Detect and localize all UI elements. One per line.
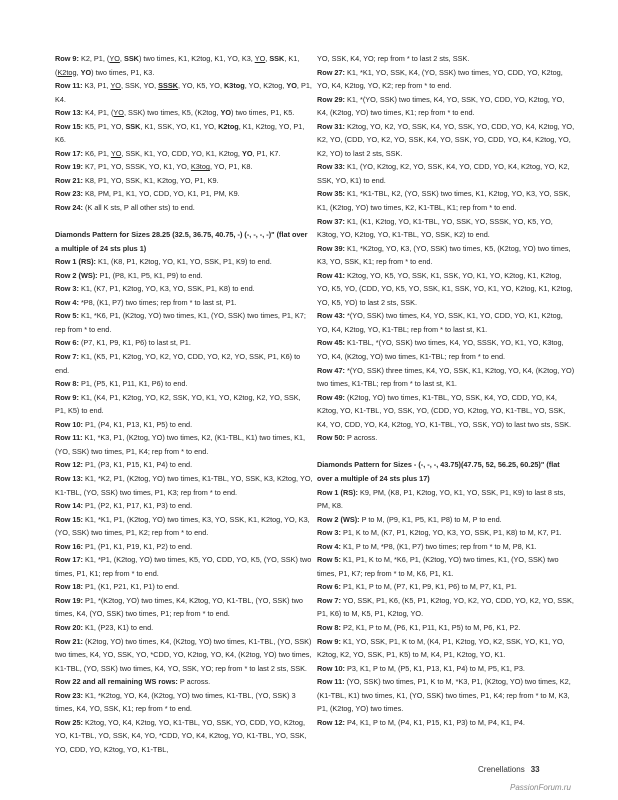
text-run: K1, (P23, K1) to end. (82, 622, 154, 632)
pattern-row (317, 52, 575, 66)
text-run: Row 2 (WS): (55, 270, 98, 280)
text-run: Row 27: (317, 67, 345, 77)
text-run: (K2tog, YO) two times, K4, (K2tog, YO) two times, K1-TBL, (YO, SSK) two times, K4, YO, SSK, YO, *CDD, YO, K2tog, YO, K4, (K2tog, YO) two times, K1-TBL, (YO, SSK) two times, K4, YO, SSK, YO; rep from * to last 2 sts, SSK. (55, 636, 312, 673)
text-run: K3tog (224, 81, 245, 91)
text-run: Row 5: (317, 555, 341, 565)
text-run: , K1, SSK, YO, K1, YO, (140, 121, 219, 131)
section-heading (317, 458, 575, 485)
text-run: K1, *K1, YO, SSK, K4, (YO, SSK) two times, YO, CDD, YO, K2tog, YO, K4, K2tog, YO, K2; rep from * to end. (317, 67, 563, 91)
pattern-row (55, 675, 313, 689)
text-run: K7, P1, YO, SSSK, YO, K1, YO, (82, 162, 191, 172)
text-run: Row 4: (317, 541, 341, 551)
pattern-row (55, 391, 313, 418)
text-run: Row 2 (WS): (317, 514, 360, 524)
text-run: P1, K1, P to M, (P7, K1, P9, K1, P6) to M, P7, K1, P1. (340, 582, 517, 592)
text-run: Row 15: (55, 121, 83, 131)
text-run: , K1, ( (55, 54, 300, 77)
text-run: YO (241, 148, 253, 158)
text-run: Row 19: (55, 595, 83, 605)
text-run: Row 6: (55, 338, 79, 348)
text-run: P2, K1, P to M, (P6, K1, P11, K1, P5) to M, P6, K1, P2. (340, 622, 521, 632)
text-run: K1, (K5, P1, K2tog, YO, K2, YO, CDD, YO, K2, YO, SSK, P1, K6) to end. (55, 352, 301, 375)
text-run: Row 11: (55, 433, 83, 443)
text-run: Row 39: (317, 243, 345, 253)
text-run: P across. (177, 677, 211, 687)
text-run: Row 9: (55, 392, 79, 402)
text-run: K2tog, YO, K4, K2tog, YO, K1-TBL, YO, SSK, YO, CDD, YO, K2tog, YO, K1-TBL, YO, SSK, K4, YO, *CDD, YO, K4, K2tog, YO, K1-TBL, YO, SSK, YO, CDD, YO, K2tog, YO, K1-TBL, (55, 717, 307, 754)
text-run: Row 37: (317, 216, 345, 226)
text-run: , YO, K5, YO, (178, 81, 225, 91)
text-run: Diamonds Pattern for Sizes - (-, -, -, 43.75)(47.75, 52, 56.25, 60.25)" (flat over a multiple of 24 sts plus 17) (317, 460, 560, 483)
text-run: *(YO, SSK) two times, K4, YO, SSK, K1, YO, CDD, YO, K1, K2tog, YO, K4, K2tog, YO, K1-TBL; rep from * to last st, K1. (317, 311, 563, 334)
text-run: YO, SSK, K4, YO; rep from * to last 2 sts, SSK. (317, 54, 470, 63)
text-run: K1, YO, SSK, P1, K to M, (K4, P1, K2tog, YO, K2, SSK, YO, K1, YO, K2tog, K2, YO, SSK, P1, K5) to M, K4, P1, K2tog, YO, K1. (317, 636, 565, 660)
text-run: K2tog (218, 121, 239, 131)
pattern-row (55, 418, 313, 432)
text-run: Row 24: (55, 203, 83, 213)
text-run: Row 8: (317, 622, 341, 632)
text-run: Row 5: (55, 311, 79, 321)
text-run: ) two times, P1, K3. (91, 67, 155, 77)
pattern-row (55, 120, 313, 147)
pattern-row (55, 106, 313, 120)
pattern-row (55, 458, 313, 472)
text-run: K4, P1, ( (82, 108, 114, 118)
text-run: P1, *(K2tog, YO) two times, K4, K2tog, YO, K1-TBL, (YO, SSK) two times, K4, (YO, SSK) two times, P1; rep from * to end. (55, 595, 303, 619)
pattern-row (317, 553, 575, 580)
pattern-row (55, 472, 313, 499)
text-run: Row 11: (317, 677, 345, 687)
text-run: Row 3: (317, 528, 341, 538)
pattern-row (55, 716, 313, 757)
text-run: Row 9: (317, 636, 341, 646)
pattern-row (55, 689, 313, 716)
pattern-row (317, 580, 575, 594)
text-run: Row 45: (317, 338, 345, 348)
text-run: P4, K1, P to M, (P4, K1, P15, K1, P3) to M, P4, K1, P4. (344, 717, 525, 727)
pattern-row (55, 580, 313, 594)
page-number: 33 (530, 765, 540, 774)
text-run: Row 47: (317, 365, 345, 375)
text-run: P3, K1, P to M, (P5, K1, P13, K1, P4) to M, P5, K1, P3. (344, 663, 525, 673)
pattern-row (55, 147, 313, 161)
text-run: Row 1 (RS): (55, 257, 96, 267)
text-run: SSSK (158, 81, 179, 91)
text-run: K3tog (190, 162, 210, 172)
pattern-row (317, 309, 575, 336)
text-run: Row 20: (55, 622, 83, 632)
pattern-row (55, 79, 313, 106)
text-run: K1, (K1, K2tog, YO, K1-TBL, YO, SSK, YO, SSSK, YO, K5, YO, K3tog, YO, K2tog, YO, K1-TBL, YO, SSK, K2) to end. (317, 216, 553, 240)
text-run: YO, SSK, P1, K6, (K5, P1, K2tog, YO, K2, YO, CDD, YO, K2, YO, SSK, P1, K6) to M, K5, P1, K2tog, YO. (317, 595, 574, 619)
text-run: K8, P1, YO, SSK, K1, K2tog, YO, P1, K9. (82, 175, 219, 185)
page-footer (478, 765, 540, 774)
text-run: Row 31: (317, 121, 345, 131)
pattern-row (55, 282, 313, 296)
text-run: P to M, (P9, K1, P5, K1, P8) to M, P to end. (359, 514, 502, 524)
pattern-row (317, 391, 575, 432)
text-run: K1, P to M, *P8, (K1, P7) two times; rep from * to M, P8, K1. (340, 541, 537, 551)
pattern-row (317, 269, 575, 310)
text-run: Diamonds Pattern for Sizes 28.25 (32.5, 36.75, 40.75, -) (-, -, -, -)" (flat over a multiple of 24 sts plus 1) (55, 230, 308, 253)
pattern-row (55, 269, 313, 283)
text-run: Row 11: (55, 81, 83, 91)
text-run: YO (110, 148, 122, 158)
text-run: (P7, K1, P9, K1, P6) to last st, P1. (78, 338, 191, 348)
text-run: K9, PM, (K8, P1, K2tog, YO, K1, YO, SSK, P1, K9) to last 8 sts, PM, K8. (317, 487, 566, 511)
text-run: Row 3: (55, 284, 79, 294)
pattern-row (317, 635, 575, 662)
left-column (55, 52, 313, 756)
text-run: YO (109, 54, 120, 63)
text-run: P1, (P8, K1, P5, K1, P9) to end. (97, 270, 203, 280)
text-run: Row 23: (55, 690, 83, 700)
pattern-row (55, 431, 313, 458)
pattern-row (55, 540, 313, 554)
pattern-row (317, 675, 575, 716)
text-run: Row 8: (55, 379, 79, 389)
text-run: Row 49: (317, 392, 345, 402)
pattern-row (55, 513, 313, 540)
text-run: (K2tog, YO) two times, K1-TBL, YO, SSK, K4, YO, CDD, YO, K4, K2tog, YO, K1-TBL, YO, SSK, YO, (CDD, YO, K2tog, YO, K1-TBL, YO, SSK, K4, YO, CDD, YO, K4, K2tog, YO, K1-TBL, YO, SSK, YO) to last two sts, SSK. (317, 392, 572, 429)
pattern-row (55, 594, 313, 621)
pattern-row (317, 526, 575, 540)
text-run: K1, *K2tog, YO, K3, (YO, SSK) two times, K5, (K2tog, YO) two times, K3, YO, SSK, K1; rep from * to end. (317, 243, 571, 267)
text-run: Row 21: (55, 636, 83, 646)
text-run: Row 9: (55, 54, 79, 63)
text-run: Row 14: (55, 501, 83, 511)
text-run: P across. (344, 433, 378, 443)
text-run: Row 15: (55, 514, 83, 524)
pattern-row (55, 377, 313, 391)
pattern-row (317, 336, 575, 363)
text-run: Row 33: (317, 162, 345, 172)
pattern-row (317, 160, 575, 187)
text-run: YO (254, 54, 266, 63)
text-run: YO (286, 81, 297, 91)
right-column (317, 52, 575, 729)
text-run: Row 12: (317, 717, 345, 727)
text-run: Row 13: (55, 108, 83, 118)
text-run: (YO, SSK) two times, P1, K to M, *K3, P1, (K2tog, YO) two times, K2, (K1-TBL, K1) two times, K1, (YO, SSK) two times, P1, K4; rep from * to M, K3, P1, (K2tog, YO) two times. (317, 677, 571, 714)
text-run: K2, P1, ( (78, 54, 110, 63)
text-run: Row 50: (317, 433, 345, 443)
pattern-row (55, 296, 313, 310)
watermark: PassionForum.ru (510, 783, 571, 792)
text-run: K1, P1, K to M, *K6, P1, (K2tog, YO) two times, K1, (YO, SSK) two times, P1, K7; rep from * to M, K6, P1, K1. (317, 555, 559, 578)
text-run: K1, *K2, P1, (K2tog, YO) two times, K1-TBL, YO, SSK, K3, K2tog, YO, K1-TBL, (YO, SSK) two times, P1, K3; rep from * to end. (55, 473, 313, 497)
pattern-row (55, 553, 313, 580)
text-run: Row 25: (55, 717, 83, 727)
text-run: K5, P1, YO, (82, 121, 126, 131)
pattern-row (317, 93, 575, 120)
text-run: P1, (P4, K1, P13, K1, P5) to end. (82, 419, 193, 429)
text-run: , YO, K2tog, (244, 81, 287, 91)
text-run: , (119, 54, 124, 63)
section-heading (55, 228, 313, 255)
pattern-row (317, 66, 575, 93)
pattern-row (55, 309, 313, 336)
text-run: Row 1 (RS): (317, 487, 358, 497)
text-run: (K all K sts, P all other sts) to end. (82, 203, 195, 213)
text-run: , P1, K4. (55, 81, 312, 104)
text-run: Row 23: (55, 189, 83, 199)
text-run: P1, (P3, K1, P15, K1, P4) to end. (82, 460, 193, 470)
pattern-row (55, 187, 313, 201)
text-run: YO (113, 108, 124, 118)
text-run: Row 18: (55, 582, 83, 592)
pattern-row (55, 499, 313, 513)
text-run: ) two times, K1, K2tog, K1, YO, K3, (138, 54, 255, 63)
text-run: Row 10: (55, 419, 83, 429)
pattern-row (317, 120, 575, 161)
text-run: YO (220, 108, 232, 118)
text-run: , SSK, YO, (120, 81, 159, 91)
pattern-row (55, 336, 313, 350)
text-run: Row 41: (317, 270, 345, 280)
text-run: K1, *K1, P1, (K2tog, YO) two times, K3, YO, SSK, K1, K2tog, YO, K3, (YO, SSK) two times, P1, K2; rep from * to end. (55, 514, 310, 538)
text-run: Row 17: (55, 555, 83, 565)
text-run: Row 29: (317, 94, 345, 104)
text-run: SSK (125, 121, 141, 131)
pattern-row (55, 174, 313, 188)
text-run: Row 6: (317, 582, 341, 592)
text-run: , (265, 54, 270, 63)
text-run: K2tog (57, 67, 77, 77)
pattern-row (317, 621, 575, 635)
pattern-row (317, 431, 575, 445)
pattern-row (317, 242, 575, 269)
text-run: K1, *K2tog, YO, K4, (K2tog, YO) two times, K1-TBL, (YO, SSK) 3 times, K4, YO, SSK, K1; rep from * to end. (55, 690, 296, 714)
text-run: K1-TBL, *(YO, SSK) two times, K4, YO, SSSK, YO, K1, YO, K3tog, YO, K4, (K2tog, YO) two times, K1-TBL; rep from * to end. (317, 338, 564, 362)
pattern-row (317, 187, 575, 214)
pattern-row (317, 513, 575, 527)
text-run: Row 16: (55, 541, 83, 551)
text-run: P1, (K1, P21, K1, P1) to end. (82, 582, 180, 592)
text-run: K1, *P1, (K2tog, YO) two times, K5, YO, CDD, YO, K5, (YO, SSK) two times, P1, K1; rep from * to end. (55, 555, 312, 578)
text-run: K6, P1, (82, 148, 111, 158)
text-run: *P8, (K1, P7) two times; rep from * to last st, P1. (78, 297, 237, 307)
text-run: Row 7: (55, 352, 79, 362)
text-run: YO (80, 67, 92, 77)
text-run: P1, (P1, K1, P19, K1, P2) to end. (82, 541, 193, 551)
pattern-row (317, 662, 575, 676)
pattern-row (55, 201, 313, 215)
text-run: Row 43: (317, 311, 345, 321)
text-run: SSK (123, 54, 139, 63)
text-run: P1, (P2, K1, P17, K1, P3) to end. (82, 501, 193, 511)
text-run: K1, (K4, P1, K2tog, YO, K2, SSK, YO, K1, YO, K2tog, K2, YO, SSK, P1, K5) to end. (55, 392, 301, 416)
text-run: Row 21: (55, 175, 83, 185)
text-run: YO (110, 81, 121, 91)
text-run: K1, (K8, P1, K2tog, YO, K1, YO, SSK, P1, K9) to end. (95, 257, 272, 267)
pattern-row (317, 486, 575, 513)
text-run: P1, K to M, (K7, P1, K2tog, YO, K3, YO, SSK, P1, K8) to M, K7, P1. (340, 528, 562, 538)
text-run: K1, *K3, P1, (K2tog, YO) two times, K2, (K1-TBL, K1) two times, K1, (YO, SSK) two times, P1, K4; rep from * to end. (55, 433, 306, 456)
text-run: K1, (K7, P1, K2tog, YO, K3, YO, SSK, P1, K8) to end. (78, 284, 255, 294)
text-run: Row 4: (55, 297, 79, 307)
pattern-row (317, 716, 575, 730)
text-run: Row 13: (55, 473, 83, 483)
text-run: K2tog, YO, K2, YO, SSK, K4, YO, SSK, YO, CDD, YO, K4, K2tog, YO, K2, YO, (CDD, YO, K2, YO, SSK, K4, YO, SSK, YO, CDD, YO, K4, K2tog, YO, K2, YO) to last 2 sts, SSK. (317, 121, 575, 158)
pattern-row (55, 160, 313, 174)
pattern-row (55, 350, 313, 377)
pattern-row (55, 52, 313, 79)
text-run: Row 17: (55, 148, 83, 158)
text-run: Row 12: (55, 460, 83, 470)
pattern-row (55, 255, 313, 269)
text-run: Row 19: (55, 162, 83, 172)
pattern-row (55, 635, 313, 676)
text-run: *(YO, SSK) three times, K4, YO, SSK, K1, K2tog, YO, K4, (K2tog, YO) two times, K1-TBL; rep from * to last st, K1. (317, 365, 575, 389)
text-run: K1, *K6, P1, (K2tog, YO) two times, K1, (YO, SSK) two times, P1, K7; rep from * to end. (55, 311, 306, 334)
text-run: , YO, P1, K8. (209, 162, 253, 172)
text-run: K8, PM, P1, K1, YO, CDD, YO, K1, P1, PM, K9. (82, 189, 240, 199)
footer-title: Crenellations (478, 765, 525, 774)
text-run: , SSK, K1, YO, CDD, YO, K1, K2tog, (121, 148, 242, 158)
text-run: , K1, K2tog, YO, P1, K6. (55, 121, 305, 145)
text-run: ) two times, P1, K5. (231, 108, 295, 118)
pattern-row (317, 364, 575, 391)
text-run: K1, *K1-TBL, K2, (YO, SSK) two times, K1, K2tog, YO, K3, YO, SSK, K1, (K2tog, YO) two times, K2, K1-TBL, K1; rep from * to end. (317, 189, 571, 213)
text-run: K1, *(YO, SSK) two times, K4, YO, SSK, YO, CDD, YO, K2tog, YO, K4, (K2tog, YO) two times, K1; rep from * to end. (317, 94, 565, 118)
text-run: , (76, 67, 81, 77)
pattern-row (317, 540, 575, 554)
text-run: , SSK) two times, K5, (K2tog, (123, 108, 221, 118)
text-run: K1, (YO, K2tog, K2, YO, SSK, K4, YO, CDD, YO, K4, K2tog, YO, K2, SSK, YO, K1) to end. (317, 162, 570, 185)
text-run: K2tog, YO, K5, YO, SSK, K1, SSK, YO, K1, YO, K2tog, K1, K2tog, YO, K5, YO, (CDD, YO, K5, YO, SSK, K1, SSK, YO, K1, YO, K2tog, K1, K2tog, YO, K5, YO) to last 2 sts, SSK. (317, 270, 573, 307)
text-run: Row 22 and all remaining WS rows: (55, 677, 178, 687)
text-run: , P1, K7. (252, 148, 281, 158)
text-run: P1, (P5, K1, P11, K1, P6) to end. (78, 379, 188, 389)
text-run: Row 10: (317, 663, 345, 673)
text-run: K3, P1, (82, 81, 111, 91)
pattern-row (317, 594, 575, 621)
text-run: SSK (269, 54, 285, 63)
pattern-row (317, 215, 575, 242)
pattern-row (55, 621, 313, 635)
text-run: Row 35: (317, 189, 345, 199)
text-run: Row 7: (317, 595, 341, 605)
